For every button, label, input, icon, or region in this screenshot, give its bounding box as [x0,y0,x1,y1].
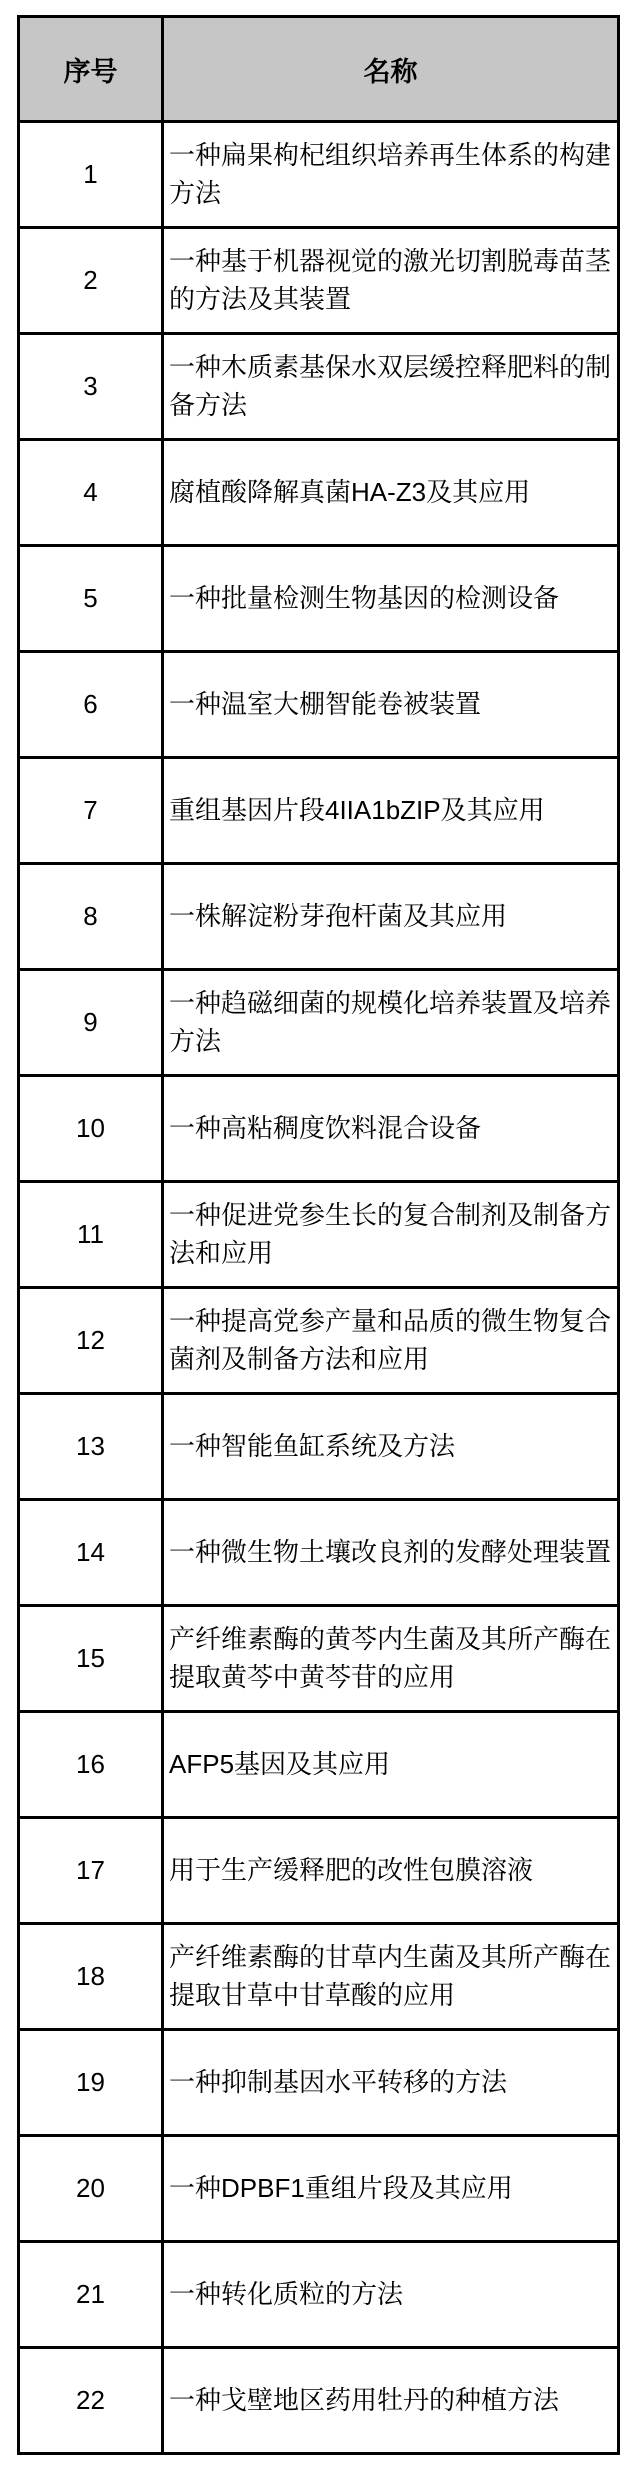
table-row [19,440,619,546]
row-name-cell: 一株解淀粉芽孢杆菌及其应用 [163,864,619,970]
row-name-cell: 一种木质素基保水双层缓控释肥料的制备方法 [163,334,619,440]
row-number-cell: 10 [19,1076,163,1182]
row-name-cell: 重组基因片段4IIA1bZIP及其应用 [163,758,619,864]
row-number-cell: 9 [19,970,163,1076]
table-row [19,546,619,652]
row-number-cell: 7 [19,758,163,864]
row-name-cell: 腐植酸降解真菌HA-Z3及其应用 [163,440,619,546]
table-row [19,1500,619,1606]
row-number-cell: 6 [19,652,163,758]
row-number-cell: 2 [19,228,163,334]
row-name-cell: 一种微生物土壤改良剂的发酵处理装置 [163,1500,619,1606]
row-name-cell: 一种基于机器视觉的激光切割脱毒苗茎的方法及其装置 [163,228,619,334]
row-number-cell: 20 [19,2136,163,2242]
row-number-cell: 8 [19,864,163,970]
row-number-cell: 14 [19,1500,163,1606]
table-row [19,1394,619,1500]
row-number-cell: 15 [19,1606,163,1712]
row-name-cell: 一种戈壁地区药用牡丹的种植方法 [163,2348,619,2454]
table-body [19,122,619,2454]
table-row [19,1818,619,1924]
table-row [19,758,619,864]
table-row [19,2242,619,2348]
row-number-cell: 16 [19,1712,163,1818]
row-number-cell: 18 [19,1924,163,2030]
row-name-cell: 产纤维素酶的黄芩内生菌及其所产酶在提取黄芩中黄芩苷的应用 [163,1606,619,1712]
column-header-name: 名称 [163,17,619,122]
table-row [19,1606,619,1712]
table-row [19,970,619,1076]
row-number-cell: 1 [19,122,163,228]
row-name-cell: 一种智能鱼缸系统及方法 [163,1394,619,1500]
row-name-cell: 一种DPBF1重组片段及其应用 [163,2136,619,2242]
row-number-cell: 21 [19,2242,163,2348]
table-row [19,1076,619,1182]
row-number-cell: 19 [19,2030,163,2136]
row-name-cell: 一种提高党参产量和品质的微生物复合菌剂及制备方法和应用 [163,1288,619,1394]
row-name-cell: 一种转化质粒的方法 [163,2242,619,2348]
table-row [19,652,619,758]
column-header-no: 序号 [19,17,163,122]
row-number-cell: 13 [19,1394,163,1500]
row-name-cell: 一种温室大棚智能卷被装置 [163,652,619,758]
row-name-cell: 产纤维素酶的甘草内生菌及其所产酶在提取甘草中甘草酸的应用 [163,1924,619,2030]
table-row [19,2136,619,2242]
table-row [19,1924,619,2030]
patent-table [17,15,620,2455]
table-row [19,228,619,334]
row-name-cell: 一种促进党参生长的复合制剂及制备方法和应用 [163,1182,619,1288]
row-number-cell: 12 [19,1288,163,1394]
row-name-cell: 一种批量检测生物基因的检测设备 [163,546,619,652]
table-row [19,122,619,228]
row-name-cell: 一种高粘稠度饮料混合设备 [163,1076,619,1182]
row-number-cell: 3 [19,334,163,440]
row-name-cell: 一种抑制基因水平转移的方法 [163,2030,619,2136]
table-row [19,2030,619,2136]
row-number-cell: 4 [19,440,163,546]
row-number-cell: 5 [19,546,163,652]
table-row [19,2348,619,2454]
table-header-row [19,17,619,122]
row-name-cell: 用于生产缓释肥的改性包膜溶液 [163,1818,619,1924]
table-row [19,1712,619,1818]
row-number-cell: 11 [19,1182,163,1288]
table-row [19,1288,619,1394]
row-number-cell: 17 [19,1818,163,1924]
table-row [19,334,619,440]
row-number-cell: 22 [19,2348,163,2454]
row-name-cell: 一种趋磁细菌的规模化培养装置及培养方法 [163,970,619,1076]
row-name-cell: 一种扁果枸杞组织培养再生体系的构建方法 [163,122,619,228]
table-row [19,864,619,970]
table-row [19,1182,619,1288]
row-name-cell: AFP5基因及其应用 [163,1712,619,1818]
